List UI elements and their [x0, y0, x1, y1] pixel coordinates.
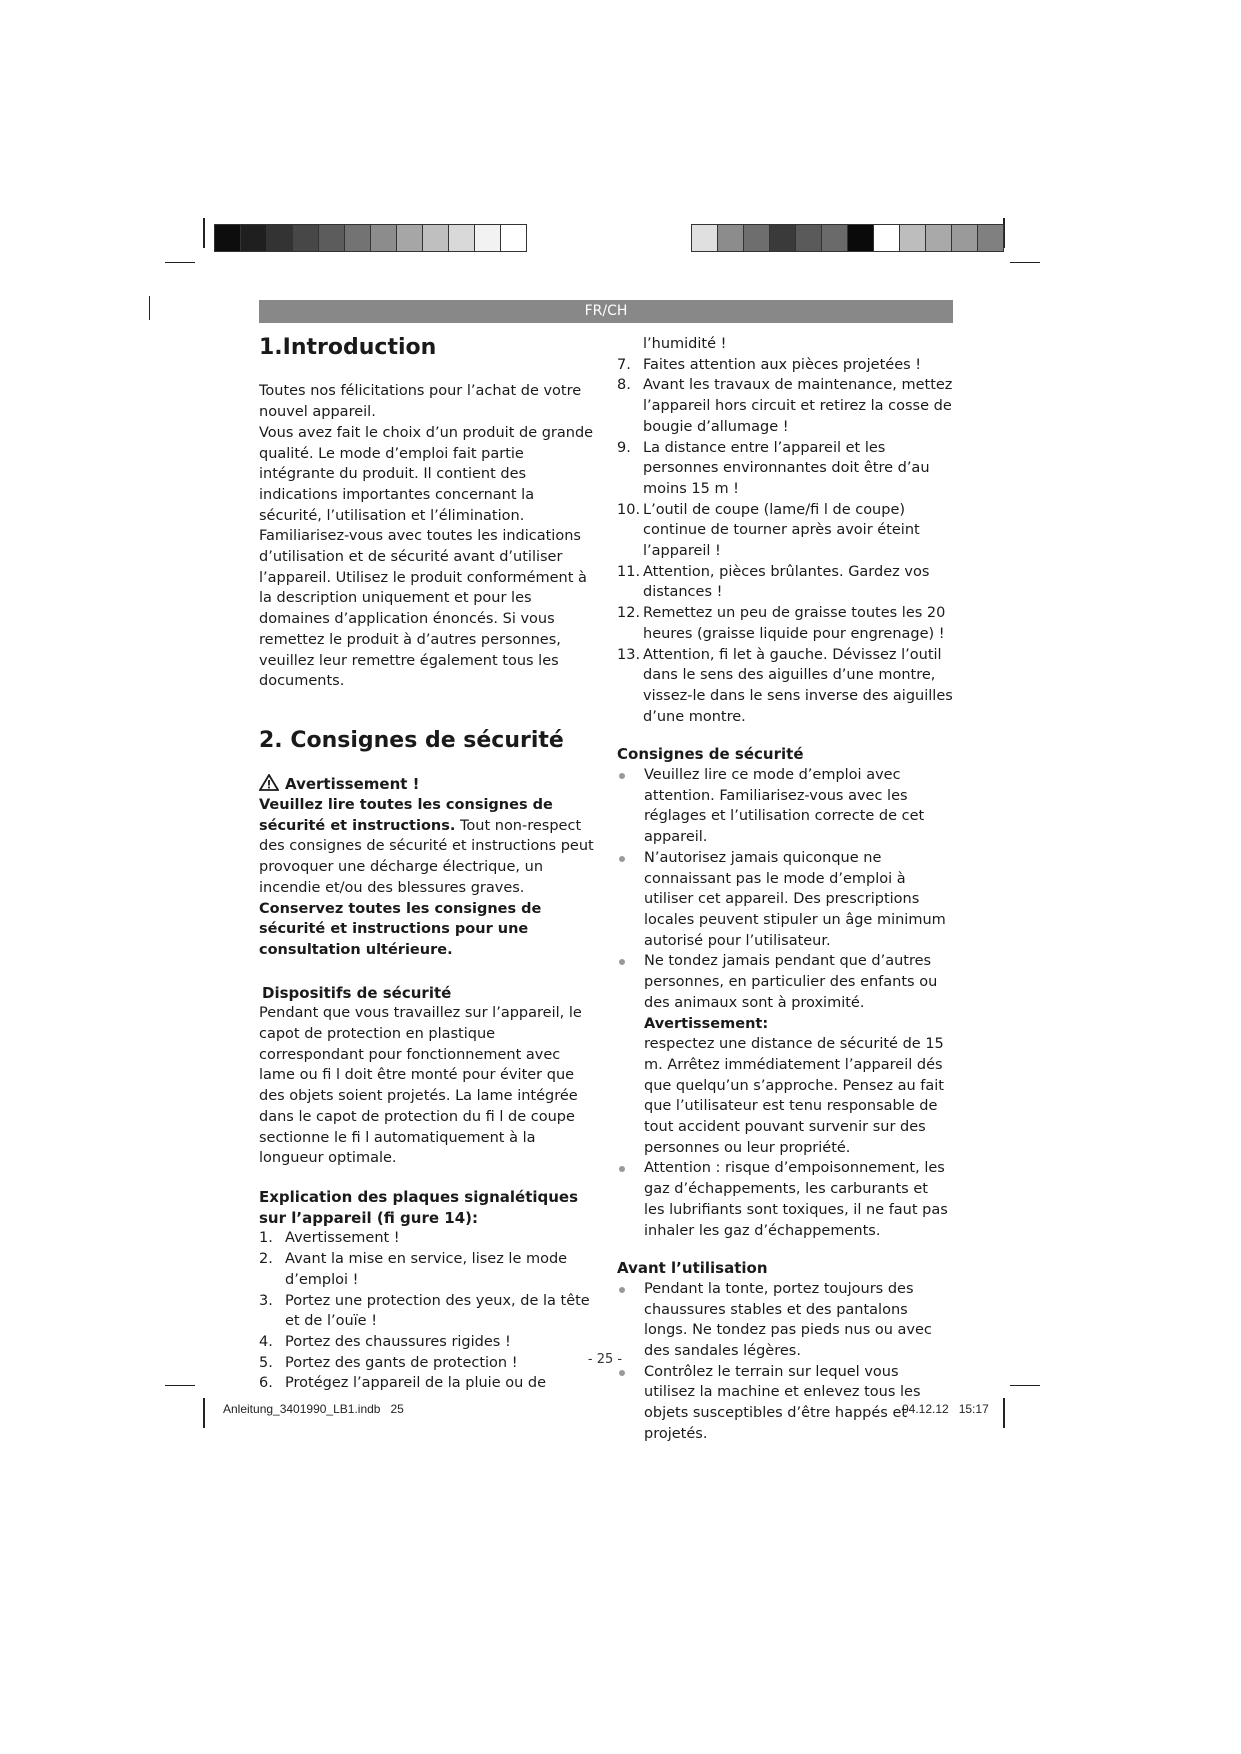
item-text: Avant la mise en service, lisez le mode d’emploi !: [285, 1251, 568, 1288]
warning-bold-text: Veuillez lire toutes les consignes de sécurité et instructions.: [259, 797, 553, 834]
crop-mark: [165, 1385, 195, 1386]
list-item-text: Attention : risque d’empoisonnement, les gaz d’échappements, les carburants et les lubrifiants sont toxiques, il ne faut pas inhaler les gaz d’échappements.: [644, 1160, 948, 1239]
list-item-text: Ne tondez jamais pendant que d’autres personnes, en particulier des enfants ou des animaux sont à proximité.: [644, 953, 938, 1011]
consignes-list-last: [617, 1158, 953, 1241]
item-number: 7.: [617, 356, 631, 373]
item-text: Portez des chaussures rigides !: [285, 1333, 511, 1350]
right-column: [617, 335, 953, 1445]
plates-list-left: [259, 1228, 594, 1394]
item-text: Attention, pièces brûlantes. Gardez vos distances !: [643, 563, 930, 601]
consignes-title: Consignes de sécurité: [617, 745, 804, 764]
intro-paragraph: Toutes nos félicitations pour l’achat de votre nouvel appareil.: [259, 383, 582, 421]
crop-mark: [203, 218, 205, 248]
crop-mark: [1010, 1385, 1040, 1386]
color-swatch: [449, 224, 475, 252]
plates-title: Explication des plaques signalétiques sur l’appareil (fi gure 14):: [259, 1187, 579, 1227]
bullet-icon: [619, 1166, 625, 1172]
item-text: Avertissement !: [285, 1230, 400, 1247]
consignes-list: [617, 765, 953, 1013]
color-swatch: [848, 224, 874, 252]
color-swatch: [241, 224, 267, 252]
item-number: 12.: [617, 605, 641, 622]
bullet-icon: [619, 773, 625, 779]
color-swatch: [796, 224, 822, 252]
crop-mark: [1003, 1398, 1005, 1428]
sub-warning-title: Avertissement:: [644, 1015, 769, 1032]
warning-title: Avertissement !: [285, 775, 420, 794]
list-item-text: N’autorisez jamais quiconque ne connaissant pas le mode d’emploi à utiliser cet appareil. Des prescriptions locales peuvent stipuler un âge minimum autorisé pour l’utilisateur.: [644, 849, 946, 949]
crop-mark: [149, 296, 150, 320]
devices-title: Dispositifs de sécurité: [262, 983, 452, 1002]
item-number: 10.: [617, 501, 641, 518]
item-text: L’outil de coupe (lame/fi l de coupe) continue de tourner après avoir éteint l’appareil !: [643, 501, 920, 560]
color-swatch: [371, 224, 397, 252]
devices-text: Pendant que vous travaillez sur l’appareil, le capot de protection en plastique correspondant pour fonctionnement avec lame ou fi l doit être monté pour éviter que des objets soient projetés. La lame intégrée dans le capot de protection du fi l de coupe sectionne le fi l automatiquement à la longueur optimale.: [259, 1005, 582, 1167]
color-swatch: [691, 224, 718, 252]
item-text: Attention, fi let à gauche. Dévissez l’outil dans le sens des aiguilles d’une montre, vissez-le dans le sens inverse des aiguilles d’une montre.: [643, 646, 953, 725]
list-item-text: Pendant la tonte, portez toujours des chaussures stables et des pantalons longs. Ne tondez pas pieds nus ou avec des sandales légères.: [644, 1280, 932, 1360]
language-label: FR/CH: [584, 303, 628, 319]
numbered-item: [259, 1291, 594, 1332]
warning-text: Tout non-respect des consignes de sécurité et instructions peut provoquer une décharge électrique, un incendie et/ou des blessures graves.: [259, 817, 594, 896]
color-swatch: [345, 224, 371, 252]
bullet-icon: [619, 1370, 625, 1376]
item-number: 3.: [259, 1292, 273, 1309]
item-number: 9.: [617, 439, 631, 456]
item-text: Faites attention aux pièces projetées !: [643, 356, 922, 373]
list-item: [617, 1158, 953, 1241]
left-column: [259, 335, 594, 1394]
color-swatch: [744, 224, 770, 252]
item-text: Avant les travaux de maintenance, mettez l’appareil hors circuit et retirez la cosse de bougie d’allumage !: [643, 377, 953, 435]
crop-mark: [165, 262, 195, 263]
item-text: Remettez un peu de graisse toutes les 20 heures (graisse liquide pour engrenage) !: [643, 605, 946, 642]
numbered-item: [259, 1332, 594, 1353]
list-item: [617, 848, 953, 952]
color-swatch: [293, 224, 319, 252]
warning-heading: [259, 774, 594, 795]
item-number: 5.: [259, 1354, 273, 1371]
item-number: 2.: [259, 1251, 273, 1268]
item-number: 8.: [617, 377, 631, 394]
color-swatch: [214, 224, 241, 252]
item-text: La distance entre l’appareil et les personnes environnantes doit être d’au moins 15 m !: [643, 439, 930, 497]
intro-paragraph: Vous avez fait le choix d’un produit de grande qualité. Le mode d’emploi fait partie intégrante du produit. Il contient des indications importantes concernant la sécurité, l’utilisation et l’élimination. Familiarisez-vous avec toutes les indications d’utilisation et de sécurité avant d’utiliser l’appareil. Utilisez le produit conformément à la description uniquement et pour les domaines d’application énoncés. Si vous remettez le produit à d’autres personnes, veuillez leur remettre également tous les documents.: [259, 424, 594, 690]
numbered-item: [259, 1249, 594, 1290]
color-swatch: [501, 224, 527, 252]
item-number: 13.: [617, 646, 641, 663]
item-text: Protégez l’appareil de la pluie ou de: [285, 1375, 547, 1392]
numbered-item: [617, 355, 953, 376]
sub-warning-text: respectez une distance de sécurité de 15 m. Arrêtez immédiatement l’appareil dés que quelqu’un s’approche. Pensez au fait que l’utilisateur est tenu responsable de tout accident pouvant survenir sur des personnes ou leur propriété.: [644, 1036, 944, 1156]
numbered-item: [617, 500, 953, 562]
numbered-item: [617, 562, 953, 603]
color-calibration-bar-left: [214, 224, 527, 252]
page-number: - 25 -: [587, 1352, 623, 1367]
numbered-item: [617, 375, 953, 437]
intro-title: 1.Introduction: [259, 335, 437, 360]
color-swatch: [900, 224, 926, 252]
warning-triangle-icon: [259, 774, 279, 791]
color-swatch: [319, 224, 345, 252]
sub-warning-block: [617, 1014, 953, 1159]
color-swatch: [978, 224, 1004, 252]
color-swatch: [822, 224, 848, 252]
color-swatch: [397, 224, 423, 252]
crop-mark: [203, 1398, 205, 1428]
plates-list-right: [617, 355, 953, 728]
bullet-icon: [619, 959, 625, 965]
item-text: Portez une protection des yeux, de la tête et de l’ouïe !: [285, 1292, 590, 1330]
item-number: 1.: [259, 1230, 273, 1247]
language-header-band: [259, 300, 953, 323]
list-item: [617, 951, 953, 1013]
numbered-item: [617, 645, 953, 728]
warning-paragraph: [259, 795, 594, 899]
color-swatch: [423, 224, 449, 252]
numbered-item: [617, 603, 953, 644]
color-swatch: [952, 224, 978, 252]
item-number: 6.: [259, 1375, 273, 1392]
crop-mark: [1010, 262, 1040, 263]
color-calibration-bar-right: [691, 224, 1004, 252]
color-swatch: [874, 224, 900, 252]
bullet-icon: [619, 856, 625, 862]
color-swatch: [926, 224, 952, 252]
keep-instructions-text: Conservez toutes les consignes de sécurité et instructions pour une consultation ultérieure.: [259, 900, 542, 958]
footer-date-label: 04.12.12 15:17: [902, 1402, 989, 1416]
list-item: [617, 1279, 953, 1362]
safety-title: 2. Consignes de sécurité: [259, 727, 564, 753]
color-swatch: [475, 224, 501, 252]
bullet-icon: [619, 1287, 625, 1293]
numbered-item: [617, 438, 953, 500]
color-swatch: [718, 224, 744, 252]
list-item: [617, 765, 953, 848]
color-swatch: [267, 224, 293, 252]
item-number: 4.: [259, 1333, 273, 1350]
item-text: Portez des gants de protection !: [285, 1354, 518, 1371]
numbered-item: [259, 1228, 594, 1249]
footer-file-label: Anleitung_3401990_LB1.indb 25: [223, 1402, 404, 1416]
item-number: 11.: [617, 563, 641, 580]
plates-continuation: l’humidité !: [643, 336, 727, 352]
color-swatch: [770, 224, 796, 252]
list-item-text: Contrôlez le terrain sur lequel vous utilisez la machine et enlevez tous les objets susceptibles d’être happés et projetés.: [644, 1363, 921, 1442]
before-use-title: Avant l’utilisation: [617, 1259, 768, 1278]
list-item-text: Veuillez lire ce mode d’emploi avec attention. Familiarisez-vous avec les réglages et l’utilisation correcte de cet appareil.: [644, 767, 925, 846]
numbered-item: [259, 1373, 594, 1394]
